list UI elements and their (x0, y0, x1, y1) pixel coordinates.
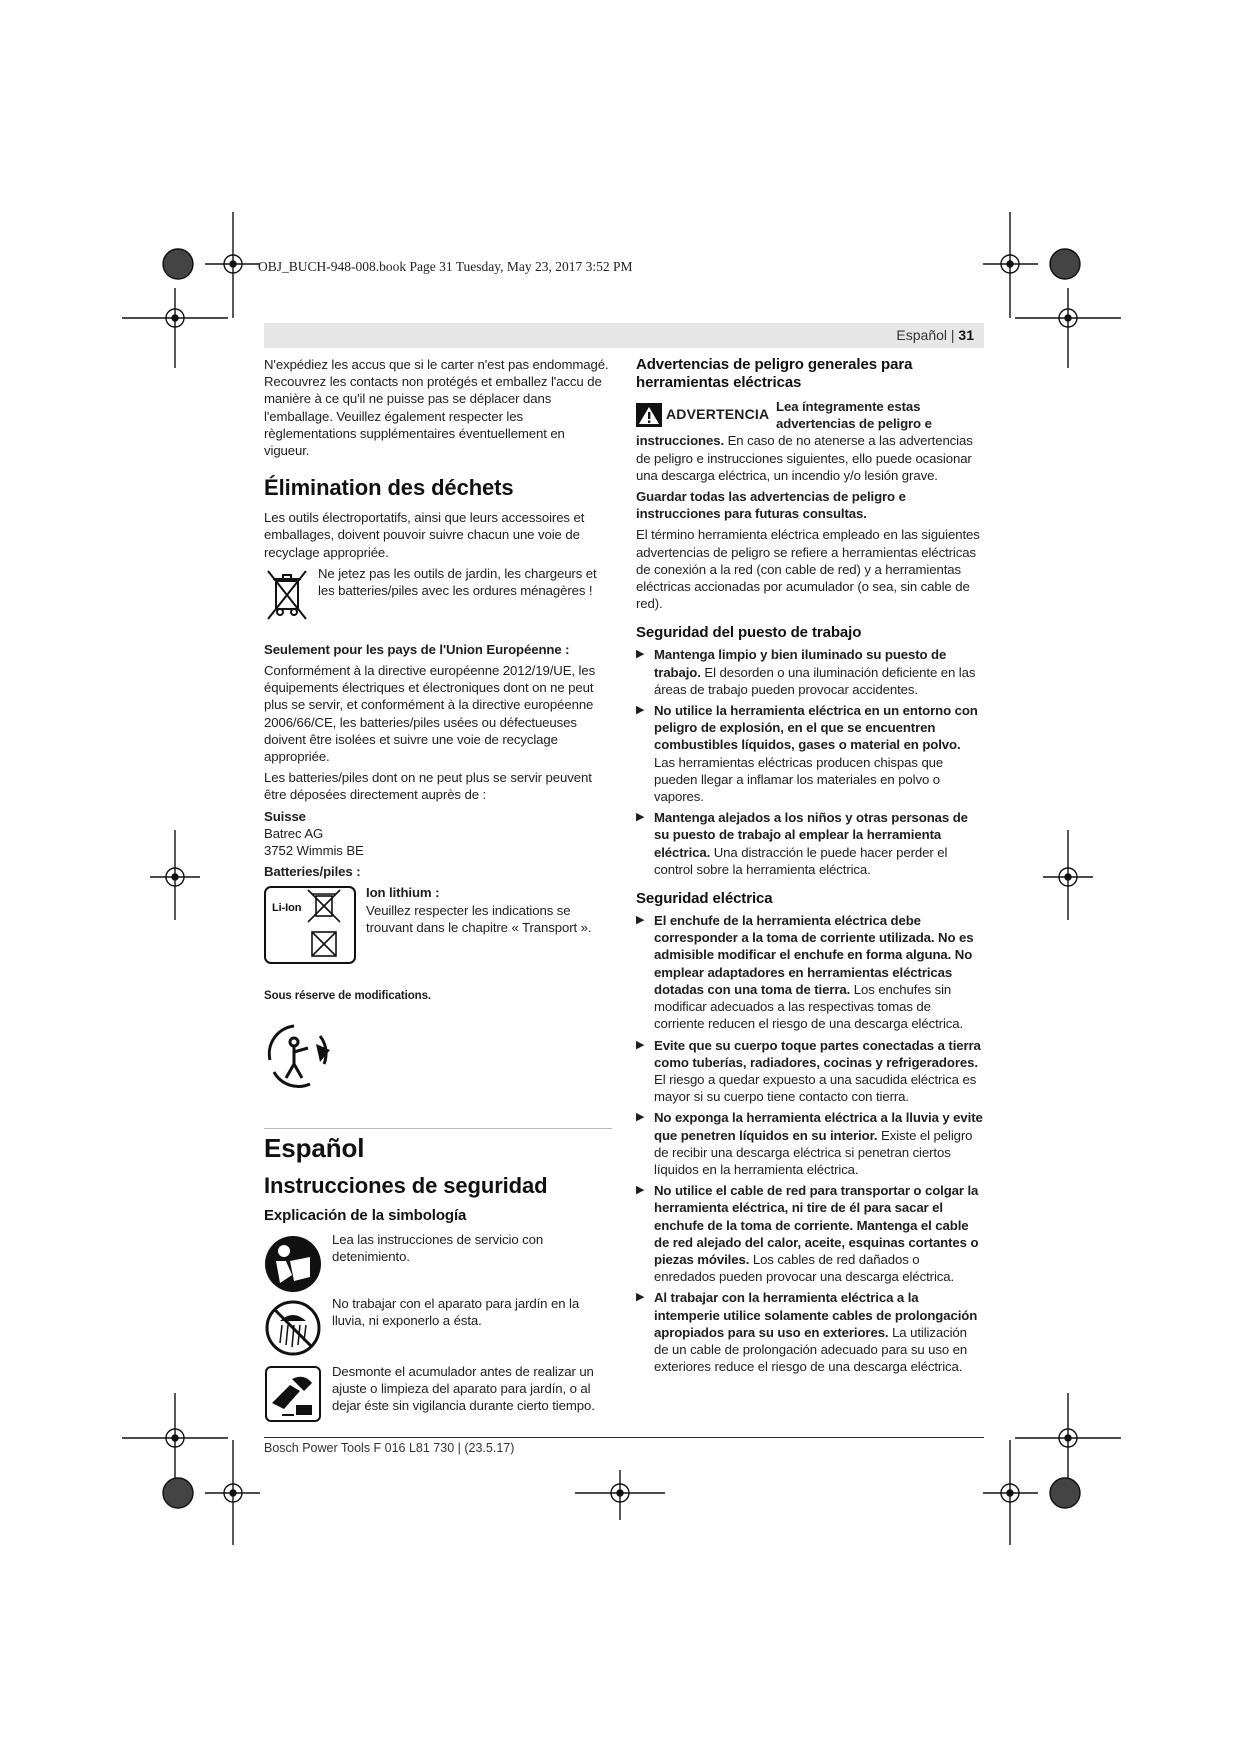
electrical-item: ▶ El enchufe de la herramienta eléctrica debe corresponder a la toma de corriente utilizada. No es admisible modificar el enchufe en forma alguna. No emplear adaptadores en herramientas eléctricas dotadas con una toma de tierra. Los enchufes sin modificar adecuados a las respectivas tomas de corriente reducen el riesgo de una descarga eléctrica. (636, 913, 974, 1032)
batrec-name: Batrec AG (264, 825, 324, 841)
recycling-arrows-icon (264, 1020, 342, 1090)
electrical-item: ▶ No utilice el cable de red para transportar o colgar la herramienta eléctrica, ni tire de él para sacar el enchufe de la toma de corriente. Mantenga el cable de red alejado del calor, aceite, esquinas cortantes o piezas móviles. Los cables de red dañados o enredados pueden provocar una descarga eléctrica. (636, 1183, 979, 1285)
left-column (264, 356, 612, 1423)
advertencia-text: En caso de no atenerse a las advertencias de peligro e instrucciones siguientes, ello puede ocasionar una descarga eléctrica, un incendio y/o lesión grave. (636, 433, 973, 483)
bullet-arrow-icon: ▶ (636, 811, 645, 824)
advertencia-block (636, 398, 984, 484)
symbology-heading: Explicación de la simbología (264, 1206, 467, 1224)
no-rain-icon (264, 1299, 322, 1357)
liion-recycling-icon (264, 886, 356, 966)
warnings-heading: Advertencias de peligro generales para herramientas eléctricas (636, 356, 913, 391)
footer-rule (264, 1437, 984, 1438)
page-header-bar (264, 323, 984, 348)
page-header (896, 327, 974, 343)
ion-description: Veuillez respecter les indications se trouvant dans le chapitre « Transport ». (366, 902, 592, 935)
advertencia-badge (636, 398, 770, 432)
espanol-section (264, 1128, 612, 1423)
elimination-text: Les outils électroportatifs, ainsi que leurs accessoires et emballages, doivent pouvoir suivre chacun une voie de recyclage appropriée. (264, 510, 585, 560)
bullet-arrow-icon: ▶ (636, 704, 645, 717)
warning-triangle-icon (636, 403, 662, 427)
intro-paragraph: N'expédiez les accus que si le carter n'est pas endommagé. Recouvrez les contacts non protégés et emballez l'accu de manière à ce qu'il ne puisse pas se déplacer dans l'emballage. Veuillez également respecter les règlementations supplémentaires éventuellement en vigueur. (264, 357, 609, 459)
advertencia-label: ADVERTENCIA (666, 406, 770, 423)
file-info-line: OBJ_BUCH-948-008.book Page 31 Tuesday, May 23, 2017 3:52 PM (258, 259, 633, 274)
crossed-bin-icon (264, 567, 310, 623)
section-name: Español | (896, 327, 955, 343)
symbol-1-text: Lea las instrucciones de servicio con detenimiento. (332, 1231, 544, 1264)
symbol-row-3 (264, 1363, 612, 1423)
bullet-arrow-icon: ▶ (636, 1291, 645, 1304)
batteries-heading: Batteries/piles : (264, 864, 361, 880)
espanol-heading: Español (264, 1132, 365, 1163)
deposit-text: Les batteries/piles dont on ne peut plus se servir peuvent être déposées directement auprès de : (264, 770, 592, 803)
read-manual-icon (264, 1235, 322, 1293)
workplace-heading: Seguridad del puesto de trabajo (636, 624, 862, 642)
symbol-3-text: Desmonte el acumulador antes de realizar un ajuste o limpieza del aparato para jardín, o al dejar éste sin vigilancia durante cierto tiempo. (332, 1363, 595, 1414)
bin-notice-text: Ne jetez pas les outils de jardin, les chargeurs et les batteries/piles avec les ordures ménagères ! (318, 565, 597, 599)
workplace-item: ▶ Mantenga alejados a los niños y otras personas de su puesto de trabajo al emplear la herramienta eléctrica. Una distracción le puede hacer perder el control sobre la herramienta eléctrica. (636, 810, 968, 877)
electrical-heading: Seguridad eléctrica (636, 890, 773, 908)
workplace-item: ▶ Mantenga limpio y bien iluminado su puesto de trabajo. El desorden o una iluminación deficiente en las áreas de trabajo pueden provocar accidentes. (636, 647, 976, 697)
bullet-arrow-icon: ▶ (636, 1111, 645, 1124)
termino-text: El término herramienta eléctrica empleado en las siguientes advertencias de peligro se refiere a herramientas eléctricas de conexión a la red (con cable de red) y a herramientas eléctricas accionadas por acumulador (o sea, sin cable de red). (636, 527, 980, 612)
reserve-note: Sous réserve de modifications. (264, 990, 432, 1003)
page-number: 31 (958, 327, 974, 343)
batrec-address: 3752 Wimmis BE (264, 843, 364, 859)
symbol-row-1 (264, 1231, 612, 1295)
instructions-heading: Instrucciones de seguridad (264, 1172, 548, 1198)
symbol-2-text: No trabajar con el aparato para jardín en la lluvia, ni exponerlo a ésta. (332, 1295, 580, 1328)
advertencia-bold: Lea íntegramente estas advertencias de peligro e instrucciones. (636, 399, 932, 449)
electrical-item: ▶ Al trabajar con la herramienta eléctrica a la intemperie utilice solamente cables de prolongación apropiados para su uso en exteriores. La utilización de un cable de prolongación adecuado para su uso en exteriores reduce el riesgo de una descarga eléctrica. (636, 1290, 978, 1375)
svg-text:Li-Ion: Li-Ion (272, 902, 302, 915)
electrical-item: ▶ No exponga la herramienta eléctrica a la lluvia y evite que penetren líquidos en su interior. Existe el peligro de recibir una descarga eléctrica si penetran ciertos líquidos en la herramienta eléctrica. (636, 1110, 983, 1177)
liion-notice (264, 884, 612, 966)
bullet-arrow-icon: ▶ (636, 648, 645, 661)
page-footer: Bosch Power Tools F 016 L81 730 | (23.5.17) (264, 1441, 515, 1455)
symbol-row-2 (264, 1295, 612, 1363)
bullet-arrow-icon: ▶ (636, 1184, 645, 1197)
guardar-note: Guardar todas las advertencias de peligro e instrucciones para futuras consultas. (636, 489, 906, 522)
right-column (636, 356, 984, 1379)
elimination-heading: Élimination des déchets (264, 475, 514, 501)
electrical-item: ▶ Evite que su cuerpo toque partes conectadas a tierra como tuberías, radiadores, cocinas y refrigeradores. El riesgo a quedar expuesto a una sacudida eléctrica es mayor si su cuerpo tiene contacto con tierra. (636, 1037, 981, 1105)
ion-heading: Ion lithium : (366, 885, 440, 901)
remove-battery-icon (264, 1365, 322, 1423)
bin-notice (264, 565, 612, 625)
workplace-item: ▶ No utilice la herramienta eléctrica en un entorno con peligro de explosión, en el que se encuentren combustibles líquidos, gases o material en polvo. Las herramientas eléctricas producen chispas que pueden llegar a inflamar los materiales en polvo o vapores. (636, 703, 978, 805)
eu-text: Conformément à la directive européenne 2012/19/UE, les équipements électriques et électroniques dont on ne peut plus se servir, et conformément à la directive européenne 2006/66/CE, les batteries/piles usées ou défectueuses doivent être isolées et suivre une voie de recyclage appropriée. (264, 663, 596, 765)
country-suisse: Suisse (264, 808, 306, 824)
bullet-arrow-icon: ▶ (636, 1038, 645, 1051)
bullet-arrow-icon: ▶ (636, 914, 645, 927)
eu-heading: Seulement pour les pays de l'Union Européenne : (264, 641, 570, 657)
liion-text (366, 884, 612, 936)
